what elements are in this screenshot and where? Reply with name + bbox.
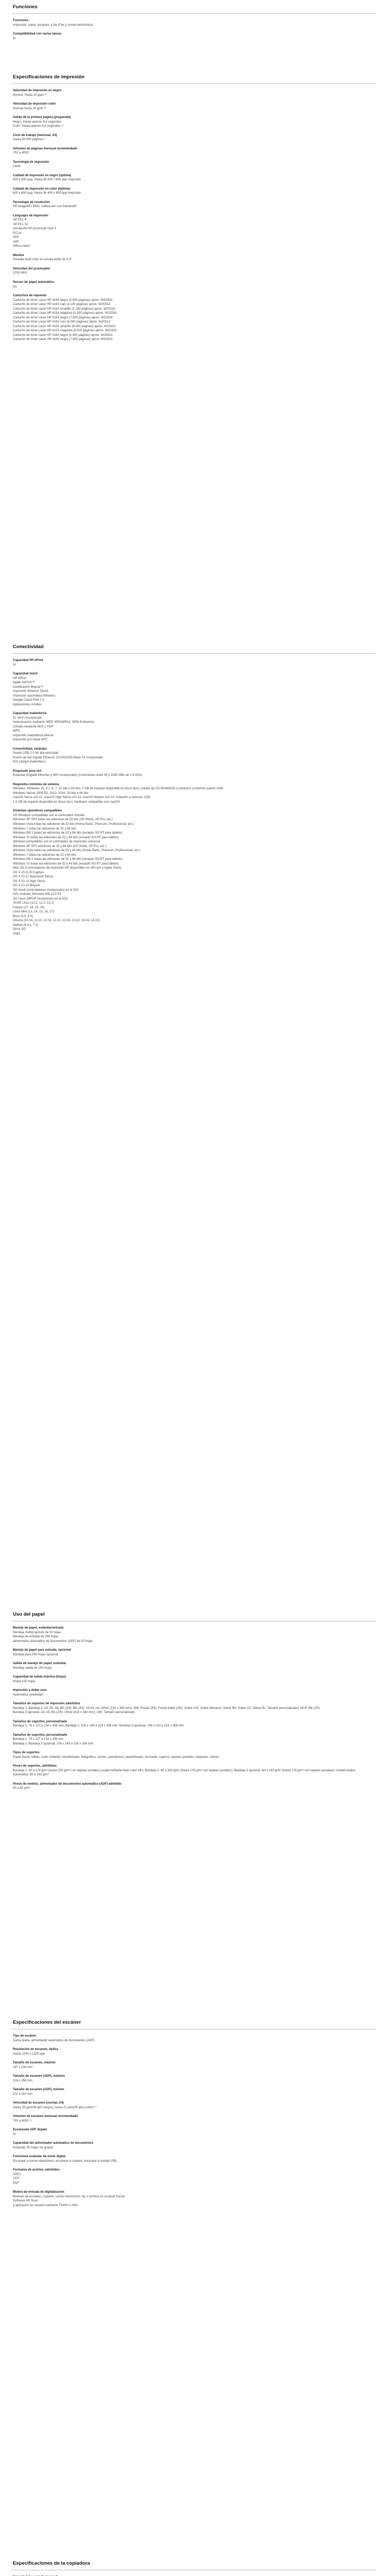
spec-value-line: 60 a 90 g/m² bbox=[13, 1787, 30, 1790]
spec-field bbox=[13, 711, 368, 742]
spec-field bbox=[13, 1751, 368, 1759]
spec-field bbox=[13, 32, 368, 41]
spec-field bbox=[13, 1675, 368, 1684]
spec-value-line: alimentador automático de documentos (ADF) de 50 hojas bbox=[13, 1639, 93, 1643]
spec-value-line: Impresión automática Wireless bbox=[13, 694, 56, 698]
section-body bbox=[13, 19, 368, 41]
spec-value bbox=[13, 2173, 368, 2186]
spec-label: Tecnología de resolución bbox=[13, 200, 50, 204]
spec-label: Volumen de páginas mensual recomendado bbox=[13, 147, 77, 150]
section-header bbox=[12, 1607, 376, 1621]
spec-value-line: Botones de escaneo, copiado, correo electrónico, fax o archivo en el panel frontal bbox=[13, 2195, 125, 2198]
spec-value-line: Hasta 29 ppm/46 ipm (negro), hasta 21 ppm/30 ipm (color) ¹⁴ bbox=[13, 2106, 97, 2109]
spec-value-line: Bandeja 1: 76 x 127 a 216 x 356 mm; Bandeja 2: 105 x 148 a 216 x 356 mm; Bandeja 3 opcional: 148 x 210 a 216 x 356 mm bbox=[13, 1724, 184, 1728]
spec-value-line: Windows 10 todas las ediciones de 32 y 64 bits (excepto SO RT para tablets) bbox=[13, 862, 119, 866]
spec-value bbox=[13, 2065, 368, 2070]
spec-label: Impresión a doble cara bbox=[13, 1689, 47, 1692]
spec-value-line: Negro: Hasta apenas 8,4 segundos bbox=[13, 120, 62, 124]
spec-value bbox=[13, 2195, 368, 2208]
spec-label: Tamaños de soportes de impresión admitidos bbox=[13, 1702, 80, 1706]
spec-value-line: Hasta 150 hojas bbox=[13, 1680, 36, 1683]
spec-value bbox=[13, 676, 368, 707]
spec-value-line: 1200 MHz bbox=[13, 272, 27, 275]
spec-label: Funciones bbox=[13, 19, 29, 22]
spec-value-line: Impresión Wireless Direct bbox=[13, 690, 48, 693]
spec-field bbox=[13, 214, 368, 249]
spec-value-line: 102 x 152 mm bbox=[13, 2092, 33, 2096]
spec-field bbox=[13, 294, 368, 342]
spec-value-line: Windows: Windows 10, 8.1, 8, 7: 32 bits o 64 bits, 2 GB de espacio disponible en disco duro, unidad de CD-ROM/DVD o conexión a Internet, puerto USB bbox=[13, 787, 223, 791]
section-conectividad bbox=[0, 640, 387, 936]
spec-value bbox=[13, 151, 368, 156]
spec-label: Capacidad HP ePrint bbox=[13, 659, 43, 662]
spec-value bbox=[13, 138, 368, 142]
spec-value-line: Normal: Hasta 20 ppm ¹⁰ bbox=[13, 93, 47, 97]
spec-label: Conectividad, estándar bbox=[13, 747, 47, 751]
spec-value-line: SO móvil (controladores incorporados en el SO) bbox=[13, 888, 79, 892]
section-header bbox=[12, 0, 376, 14]
spec-value-line: Windows XP SP3 todas las ediciones de 32 bits (XP Home, XP Pro, etc.) bbox=[13, 818, 113, 822]
spec-value bbox=[13, 1653, 368, 1657]
spec-value bbox=[13, 1693, 368, 1698]
spec-label: Velocidad de impresión en negro bbox=[13, 89, 62, 92]
spec-label: Tamaños de soportes, personalizado bbox=[13, 1720, 68, 1723]
spec-field bbox=[13, 102, 368, 111]
spec-value bbox=[13, 2146, 368, 2150]
spec-field bbox=[13, 747, 368, 765]
spec-value-line: Automática (estándar) bbox=[13, 1693, 44, 1697]
spec-field bbox=[13, 1688, 368, 1697]
spec-value bbox=[13, 2079, 368, 2083]
spec-value-line: Windows XP SP3 ediciones de 32 y 64 bits (XP Home, XP Pro, etc.) bbox=[13, 844, 107, 848]
spec-value-line: iOS, Android, Windows 8/8.1/10 RT bbox=[13, 893, 62, 896]
spec-value-line: Sí, Wi-Fi incorporado bbox=[13, 716, 42, 720]
spec-value bbox=[13, 751, 368, 765]
spec-field bbox=[13, 1733, 368, 1747]
section-body bbox=[13, 2034, 368, 2208]
spec-value-line: Bandeja 2, Bandeja 3 opcional: 105 x 148 a 216 x 356 mm bbox=[13, 1742, 93, 1745]
spec-field bbox=[13, 2168, 368, 2185]
spec-value bbox=[13, 1755, 368, 1760]
section-especificaciones-del-escaner bbox=[0, 2015, 387, 2208]
spec-label: Calidad de impresión en negro (óptima) bbox=[13, 174, 72, 177]
spec-value-line: Impresión, copia, escaneo, y fax (Fax y correo electrónico) bbox=[13, 23, 93, 27]
spec-value-line: URF bbox=[13, 240, 20, 244]
spec-value-line: PDF bbox=[13, 236, 19, 240]
spec-field bbox=[13, 783, 368, 805]
spec-field bbox=[13, 2155, 368, 2163]
spec-field bbox=[13, 187, 368, 196]
spec-value-line: macOS Sierra v10.12, macOS High Sierra v10.13, macOS Mojave v10.14; conexión a Internet; USB bbox=[13, 796, 150, 800]
spec-value-line: PDF bbox=[13, 2181, 19, 2185]
spec-value bbox=[13, 2119, 368, 2124]
spec-value bbox=[13, 164, 368, 169]
spec-field bbox=[13, 2074, 368, 2083]
spec-field bbox=[13, 672, 368, 707]
spec-value-line: Pantalla táctil color en escala doble de 4,3" bbox=[13, 258, 72, 262]
spec-value-line: Certificación Mopria™ bbox=[13, 685, 44, 689]
spec-value-line: SO Linux (HPLIP incorporado en el SO) bbox=[13, 897, 68, 901]
spec-value bbox=[13, 1680, 368, 1684]
spec-value-line: Sí bbox=[13, 37, 16, 40]
spec-value-line: Cartucho de tóner Láser HP 415A cian (2.100 páginas) aprox. W2031A bbox=[13, 303, 111, 307]
spec-value-line: PCLm bbox=[13, 231, 22, 235]
spec-value-line: Windows Vista todas las ediciones de 32 y 64 bits (Home Basic, Premium, Professional, etc.) bbox=[13, 849, 141, 853]
spec-label: Capacidad del alimentador automático de documentos bbox=[13, 2142, 94, 2145]
spec-label: Escaneado ADF dúplex bbox=[13, 2128, 47, 2132]
spec-value-line: Hasta 50.000 páginas ⁶ bbox=[13, 138, 45, 142]
spec-label: Tamaño de escaneo (ADF), máximo bbox=[13, 2075, 65, 2078]
spec-value-line: OS X 10.13 High Sierra bbox=[13, 879, 45, 883]
spec-field bbox=[13, 2101, 368, 2110]
spec-value-line: Cartucho de tóner Láser HP 415A magenta (2.100 páginas) aprox. W2033A bbox=[13, 312, 117, 315]
spec-value-line: WPS bbox=[13, 730, 20, 733]
spec-value bbox=[13, 2159, 368, 2164]
spec-value bbox=[13, 120, 368, 129]
spec-value bbox=[13, 93, 368, 98]
spec-label: Tipos de soportes bbox=[13, 1751, 40, 1755]
spec-value-line: HP PCL 5c bbox=[13, 223, 28, 226]
spec-value-line: Software HP Scan bbox=[13, 2199, 38, 2203]
spec-field bbox=[13, 1702, 368, 1715]
spec-label: Resolución de escaneo, óptica bbox=[13, 2048, 58, 2052]
spec-label: Calidad de impresión en color (óptima) bbox=[13, 187, 71, 191]
spec-value bbox=[13, 191, 368, 196]
spec-field bbox=[13, 1720, 368, 1728]
spec-value-line: Cartucho de tóner Láser HP 415X amarillo (6.000 páginas) aprox. W2032X bbox=[13, 325, 116, 328]
spec-label: Cartuchos de repuesto bbox=[13, 294, 47, 298]
spec-value-line: Windows Vista todas las ediciones de 32 bits (Home Basic, Premium, Professional, etc.) bbox=[13, 822, 134, 826]
spec-label: Monitor bbox=[13, 253, 24, 257]
spec-label: Pesos de soportes, admitidos bbox=[13, 1765, 57, 1768]
spec-value-line: OS X 10.14 Mojave bbox=[13, 884, 40, 888]
spec-value-line: Ubuntu (10.04, 11.10, 12.04, 12.10, 13.04, 13.10, 14.04, 14.10) bbox=[13, 919, 100, 923]
spec-value-line: Escanear a correo electrónico; escanear a carpeta; escanear a unidad USB bbox=[13, 2159, 117, 2163]
spec-label: Tamaños de soportes, personalizado bbox=[13, 1733, 68, 1737]
spec-label: Compatibilidad con varias tareas bbox=[13, 32, 62, 36]
spec-value-line: Cartucho de tóner Láser HP 415A negro (2.400 páginas) aprox. W2030A bbox=[13, 298, 113, 302]
spec-field bbox=[13, 200, 368, 209]
spec-value-line: Fedora (17, 18, 19, 20) bbox=[13, 906, 45, 909]
section-header bbox=[12, 70, 376, 84]
spec-field bbox=[13, 1662, 368, 1670]
section-header bbox=[12, 2556, 376, 2570]
spec-value bbox=[13, 23, 368, 28]
section-especificaciones-de-la-copiadora bbox=[0, 2556, 387, 2576]
spec-value bbox=[13, 37, 368, 41]
spec-label: Tamaño de escaneo (ADF), mínimo bbox=[13, 2088, 64, 2092]
spec-label: Salida de manejo de papel, estándar bbox=[13, 1662, 66, 1666]
spec-value-line: Cartucho de tóner Láser HP 415X magenta (6.000 páginas) aprox. W2033X bbox=[13, 329, 117, 333]
spec-value-line: 600 x 600 ppp, Hasta 38 400 x 600 ppp mejorado bbox=[13, 178, 81, 182]
spec-value-line: 802.11b/g/n inalámbrico bbox=[13, 760, 46, 764]
spec-label: Sensor de papel automático bbox=[13, 280, 55, 284]
section-title: Especificaciones del escáner bbox=[13, 2019, 81, 2025]
spec-label: Pesos de medios, alimentador de documentos automático (ADF) admitido bbox=[13, 1782, 122, 1786]
spec-field bbox=[13, 809, 368, 936]
spec-label: Tecnología de impresión bbox=[13, 160, 49, 164]
spec-value-line: Puerto de red Gigabit Ethernet 10/100/1000 Base-TX incorporado bbox=[13, 756, 103, 759]
spec-value-line: Láser bbox=[13, 165, 21, 168]
section-body bbox=[13, 658, 368, 936]
section-title: Conectividad bbox=[13, 643, 44, 650]
spec-field bbox=[13, 1764, 368, 1777]
spec-value-line: TIFF bbox=[13, 2177, 20, 2181]
spec-label: Capacidad móvil bbox=[13, 672, 38, 676]
spec-value-line: Aplicaciones móviles bbox=[13, 703, 42, 706]
spec-field bbox=[13, 89, 368, 97]
spec-field bbox=[13, 1648, 368, 1657]
spec-value-line: Google Cloud Print 2.0 bbox=[13, 699, 44, 702]
spec-value-line: Bandeja para 550 hojas opcional bbox=[13, 1653, 58, 1656]
spec-value-line: Cartucho de tóner Láser HP 415A amarillo (2.100 páginas) aprox. W2032A bbox=[13, 307, 116, 311]
section-title: Uso del papel bbox=[13, 1611, 45, 1617]
spec-field bbox=[13, 1782, 368, 1791]
spec-field bbox=[13, 769, 368, 778]
spec-value-line: Windows 7 todas las ediciones de 32 y 64 bits bbox=[13, 827, 76, 831]
spec-field bbox=[13, 160, 368, 169]
spec-value-line: 1.5 GB de espacio disponible en disco duro; hardware compatible con macOS bbox=[13, 800, 120, 804]
spec-label: Velocidad de impresión color bbox=[13, 103, 56, 106]
spec-field bbox=[13, 174, 368, 182]
spec-value bbox=[13, 2132, 368, 2137]
spec-label: Requisitos mínimos de sistema bbox=[13, 783, 59, 786]
spec-value bbox=[13, 258, 368, 262]
section-uso-del-papel bbox=[0, 1607, 387, 1791]
spec-field bbox=[13, 133, 368, 142]
spec-field bbox=[13, 19, 368, 27]
spec-label: Velocidad del procesador bbox=[13, 267, 51, 270]
section-body bbox=[13, 1626, 368, 1791]
spec-value bbox=[13, 218, 368, 249]
spec-value-line: Bandeja de entrada de 250 hojas bbox=[13, 1635, 59, 1639]
spec-value bbox=[13, 2106, 368, 2110]
spec-value-line: Windows 7 todas las ediciones de 32 y 64 bits bbox=[13, 853, 76, 857]
section-title: Especificaciones de impresión bbox=[13, 74, 85, 80]
spec-value bbox=[13, 1724, 368, 1728]
section-body bbox=[13, 89, 368, 342]
spec-value-line: Cartucho de tóner Láser HP 416X negro (7.500 páginas) aprox. W2040X bbox=[13, 338, 113, 342]
spec-label: Tamaño de escaneo, máximo bbox=[13, 2061, 56, 2065]
spec-field bbox=[13, 2141, 368, 2150]
section-title: Especificaciones de la copiadora bbox=[13, 2560, 90, 2566]
spec-value-line: Puerto USB 2.0 de alta velocidad bbox=[13, 752, 59, 755]
spec-value-line: Hasta 1200 x 1200 ppp bbox=[13, 2052, 45, 2056]
spec-value-line: Boss (3.0, 5.0) bbox=[13, 914, 33, 918]
spec-field bbox=[13, 2061, 368, 2070]
spec-value-line: Cartucho de tóner Láser HP 416A negro (2.400 páginas) aprox. W2040A bbox=[13, 333, 113, 337]
spec-field bbox=[13, 2088, 368, 2096]
spec-value bbox=[13, 1706, 368, 1715]
spec-label: Capacidad de salida máxima (hojas) bbox=[13, 1675, 66, 1679]
spec-value-line: Apple AirPrint™ bbox=[13, 681, 35, 685]
spec-value-line: 297 x 216 mm bbox=[13, 2065, 33, 2069]
spec-field bbox=[13, 2190, 368, 2208]
section-especificaciones-de-impresion bbox=[0, 70, 387, 342]
spec-label: Ciclo de trabajo (mensual, A4) bbox=[13, 133, 57, 137]
spec-field bbox=[13, 2114, 368, 2123]
spec-value-line: Cartucho de tóner Láser HP 415X negro (7.500 páginas) aprox. W2030X bbox=[13, 316, 113, 319]
spec-field bbox=[13, 658, 368, 667]
spec-value bbox=[13, 2039, 368, 2043]
section-title: Funciones bbox=[13, 4, 38, 10]
spec-value-line: Bandeja 1: 76 x 127 a 216 x 356 mm bbox=[13, 1738, 64, 1741]
spec-value bbox=[13, 1786, 368, 1791]
section-funciones bbox=[0, 0, 387, 41]
spec-label: Preparado para red bbox=[13, 769, 42, 773]
spec-field bbox=[13, 2128, 368, 2137]
spec-value-line: Bandeja salida de 150 hojas bbox=[13, 1666, 52, 1670]
spec-value bbox=[13, 2052, 368, 2057]
spec-value-line: Normal:Hasta 20 ppm ¹⁰ bbox=[13, 107, 46, 110]
spec-value-line: Windows 8/8.1 todas las ediciones de 32 y 64 bits (excepto SO RT para tablets) bbox=[13, 832, 123, 835]
spec-value-line: Bandeja multipropósito de 50 hojas bbox=[13, 1631, 61, 1634]
spec-value bbox=[13, 107, 368, 111]
spec-value-line: Cartucho de tóner Láser HP 415X cian (6.000 páginas) aprox. W2031X bbox=[13, 320, 111, 324]
spec-value-line: SUSE Linux (12.2, 12.3, 13.1) bbox=[13, 902, 54, 905]
spec-value bbox=[13, 1666, 368, 1671]
spec-value-line: Bandeja 1: Bandeja 2: A4; A5; A6; B5 (JIS); B6 (JIS); 10x15 cm; Oficio (216 x 340 mm); 16K; Postal (JIS); Postal doble (JIS); Sobre #10; Sobre Monarch; Sobre B5; Sobre C5; Sobre DL; Tamaño personalizado; A5-R; B6 (JIS) bbox=[13, 1706, 320, 1710]
spec-field bbox=[13, 147, 368, 156]
spec-value bbox=[13, 716, 368, 742]
spec-value bbox=[13, 205, 368, 209]
spec-value bbox=[13, 814, 368, 936]
spec-value-line: Windows compatibles con el controlador de impresión universal bbox=[13, 840, 100, 844]
spec-value-line: 600 x 600 ppp, Hasta 38 400 x 600 ppp mejorado bbox=[13, 192, 81, 195]
spec-value-line: Sí bbox=[13, 2132, 16, 2136]
spec-value-line: UNIX bbox=[13, 932, 21, 936]
spec-label: Sistemas operativos compatibles bbox=[13, 809, 62, 813]
spec-value-line: OS X 10.11 El Capitan bbox=[13, 871, 44, 874]
spec-value-line: Windows 10 todas las ediciones de 32 y 64 bits (excepto SO RT para tablets) bbox=[13, 836, 119, 839]
spec-value-line: Office nativo bbox=[13, 245, 30, 248]
spec-value-line: SO Windows compatibles con el controlador incluido bbox=[13, 814, 85, 817]
spec-value-line: HP PCL 6 bbox=[13, 218, 27, 222]
spec-value-line: Windows 8/8.1 todas las ediciones de 32 y 64 bits (excepto SO RT para tablets) bbox=[13, 858, 123, 861]
spec-value-line: Cama plana, alimentador automático de documentos (ADF) bbox=[13, 2039, 95, 2042]
spec-value-line: Bandeja 3 opcional: A4; A5; B5 (JIS); Oficio (216 x 340 mm); 16K; Tamaño personalizado bbox=[13, 1711, 135, 1715]
spec-value-line: 750 a 4000 ¹⁵ bbox=[13, 2119, 32, 2123]
spec-field bbox=[13, 280, 368, 289]
spec-value-line: 216 x 356 mm bbox=[13, 2079, 33, 2082]
spec-label: Capacidad inalámbrica bbox=[13, 712, 47, 716]
spec-field bbox=[13, 115, 368, 129]
spec-field bbox=[13, 2034, 368, 2043]
spec-label: Tipo de escáner bbox=[13, 2035, 37, 2038]
spec-value bbox=[13, 2092, 368, 2097]
spec-label: Lenguajes de impresión bbox=[13, 214, 48, 217]
spec-value-line: Sí bbox=[13, 663, 16, 667]
spec-value-line: 750 a 4000 ⁷ bbox=[13, 151, 30, 155]
spec-label: Salida de la primera página (preparada) bbox=[13, 116, 71, 120]
section-header bbox=[12, 640, 376, 654]
spec-value-line: Debian (6.0.x, 7.x) bbox=[13, 923, 39, 927]
spec-value-line: OS X 10.12 Macintosh Sierra bbox=[13, 875, 53, 879]
section-header bbox=[12, 2015, 376, 2029]
spec-label: Modos de entrada de digitalización bbox=[13, 2191, 64, 2194]
spec-value-line: Color: Hasta apenas 9,8 segundos ¹² bbox=[13, 125, 64, 128]
spec-value-line: Autenticación mediante WEP, WPA/WPA2, WPA Enterprise; bbox=[13, 721, 95, 724]
spec-field bbox=[13, 2047, 368, 2056]
spec-value-line: No bbox=[13, 285, 17, 289]
spec-field bbox=[13, 267, 368, 276]
spec-value-line: HP ePrint bbox=[13, 676, 26, 680]
spec-value-line: Estándar (Gigabit Ethernet y WiFi incorporado) (Conexiones entre 90 y 1500 MBs de 2,4 GHz) bbox=[13, 774, 143, 777]
spec-label: Manejo de papel, estándar/entrada bbox=[13, 1626, 64, 1630]
spec-field bbox=[13, 253, 368, 262]
spec-value-line: Windows Server 2008 R2, 2012, 2016: 32 bits o 64 bits bbox=[13, 791, 89, 795]
spec-value-line: emulación HP postscript nivel 3 bbox=[13, 227, 56, 231]
spec-value bbox=[13, 773, 368, 778]
spec-label: Velocidad de escaneo (normal, A4) bbox=[13, 2102, 64, 2105]
spec-label: Volumen de escaneo mensual recomendado bbox=[13, 2115, 78, 2119]
spec-value bbox=[13, 1737, 368, 1746]
spec-value-line: Cifrado mediante AES o TKIP bbox=[13, 725, 54, 728]
spec-value-line: Mac OS (Controladores de impresión HP disponibles en HP.com y Apple Store) bbox=[13, 867, 122, 870]
spec-value-line: Impresión inalámbrica directa bbox=[13, 734, 54, 737]
spec-value-line: Impresión por toque NFC bbox=[13, 738, 48, 742]
spec-value-line: y aplicación de usuario mediante TWAIN o WIA bbox=[13, 2204, 78, 2207]
spec-field bbox=[13, 1626, 368, 1643]
spec-value bbox=[13, 1769, 368, 1777]
spec-value bbox=[13, 285, 368, 290]
spec-value-line: Papel (bond, folleto, color, brillante, membretado, fotográfico, común, preimpreso, preperforado, reciclado, rugoso), tarjetas postales, etiquetas, sobres bbox=[13, 1755, 219, 1759]
spec-value bbox=[13, 298, 368, 342]
spec-value bbox=[13, 787, 368, 804]
spec-value-line: Estándar, 50 hojas sin grapar bbox=[13, 2146, 54, 2149]
spec-value-line: HP ImageREt 3600, calibración con Pantone® bbox=[13, 205, 77, 209]
spec-value bbox=[13, 271, 368, 276]
spec-value-line: JPEG bbox=[13, 2173, 21, 2176]
spec-label: Manejo de papel para entrada, opcional bbox=[13, 1649, 71, 1652]
spec-value bbox=[13, 1631, 368, 1644]
spec-value-line: Linux Mint (13, 14, 15, 16, 17) bbox=[13, 910, 54, 914]
spec-label: Formatos de archivo, admitidos bbox=[13, 2168, 60, 2172]
spec-value bbox=[13, 663, 368, 668]
spec-value-line: Otros SO bbox=[13, 928, 26, 931]
spec-value bbox=[13, 178, 368, 182]
spec-value-line: Bandeja 1: 60 a 176 g/m² (hasta 200 g/m² con tarjetas postales y papel brillante láser color HP); Bandeja 2: 60 a 163 g/m² (hasta 176 g/m² con tarjetas postales); Bandeja 3 opcional: 60 a 163 g/m² (hasta 176 g/m² con tarjetas postales); Unidad dúplex automática: 60 a 163 g/m² bbox=[13, 1769, 356, 1777]
spec-label: Funciones estándar de envío digital bbox=[13, 2155, 66, 2159]
